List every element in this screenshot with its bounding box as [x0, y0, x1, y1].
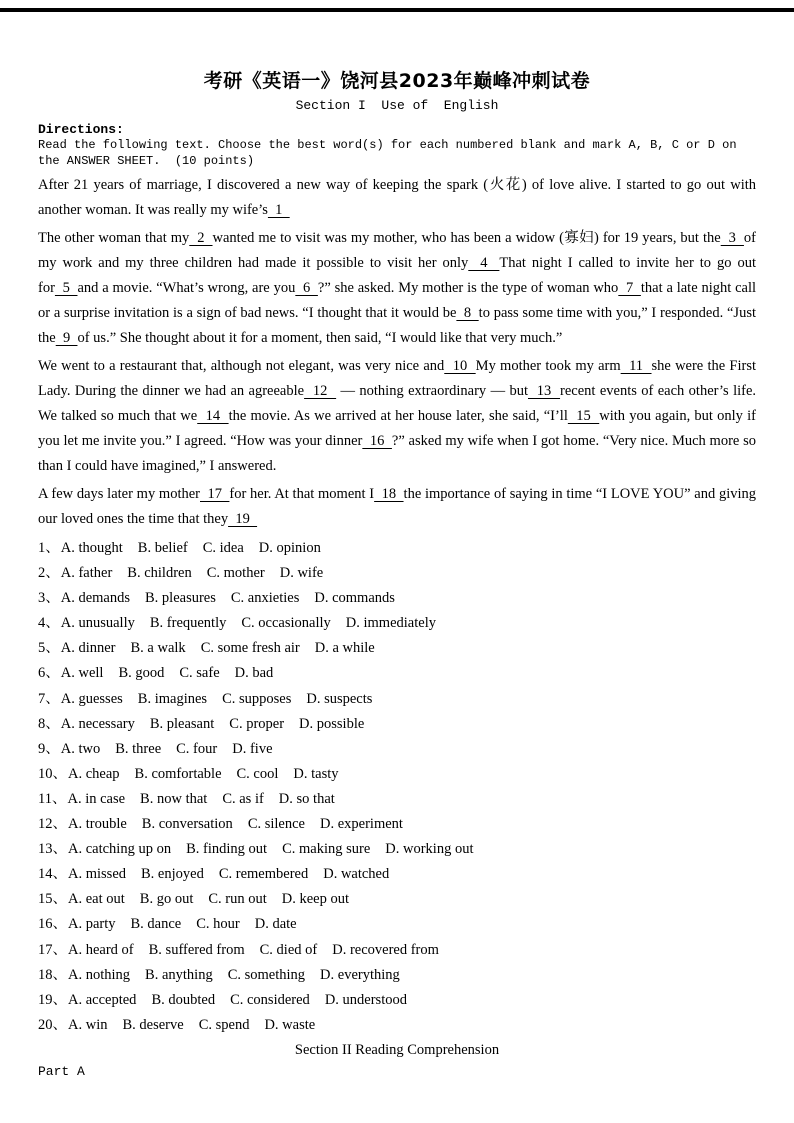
question-number: 20、 [38, 1016, 67, 1033]
question-number: 11、 [38, 790, 67, 807]
question-number: 10、 [38, 765, 67, 782]
question-option: B. pleasant [149, 715, 215, 732]
question-option: D. working out [385, 841, 474, 858]
part-a-label: Part A [38, 1063, 85, 1079]
question-row [38, 988, 756, 1013]
question-option: A. catching up on [68, 841, 172, 858]
blank-3: 3 [720, 230, 744, 246]
question-option: D. opinion [258, 540, 321, 556]
question-option: D. five [232, 740, 273, 757]
question-number: 3、 [38, 590, 60, 607]
question-option: A. well [60, 665, 104, 682]
question-option: C. died of [259, 941, 318, 958]
question-row [38, 963, 756, 988]
question-number: 8、 [38, 715, 60, 732]
question-option: C. spend [198, 1016, 250, 1033]
question-option: B. suffered from [148, 941, 245, 958]
question-option: C. occasionally [241, 615, 331, 632]
question-option: C. run out [208, 891, 267, 908]
question-option: B. children [127, 565, 192, 582]
question-number: 5、 [38, 640, 60, 657]
question-row [38, 737, 756, 762]
question-option: A. eat out [68, 891, 125, 908]
blank-17: 17 [200, 486, 230, 502]
question-option: A. two [60, 740, 101, 757]
question-row [38, 762, 756, 787]
passage-paragraph: After 21 years of marriage, I discovered a new way of keeping the spark (火花) of love alive. I started to go out with another woman. It was really my wife’s 1 [38, 177, 756, 218]
blank-1: 1 [267, 202, 290, 218]
blank-8: 8 [456, 305, 479, 321]
blank-2: 2 [189, 230, 213, 246]
question-option: B. belief [137, 540, 188, 556]
question-option: A. accepted [68, 991, 137, 1008]
question-number: 13、 [38, 841, 67, 858]
question-option: C. four [176, 740, 218, 757]
question-row [38, 1013, 756, 1038]
blank-14: 14 [197, 408, 229, 424]
page-title: 考研《英语一》饶河县2023年巅峰冲刺试卷 [203, 70, 591, 92]
question-option: C. remembered [218, 866, 309, 883]
question-option: B. comfortable [134, 765, 222, 782]
question-number: 12、 [38, 816, 67, 833]
question-option: A. heard of [68, 941, 134, 958]
question-row [38, 611, 756, 636]
question-option: A. dinner [60, 640, 116, 657]
question-option: D. wife [279, 565, 324, 582]
question-option: B. conversation [141, 816, 233, 833]
question-row [38, 837, 756, 862]
question-number: 4、 [38, 615, 60, 632]
question-number: 7、 [38, 690, 60, 707]
blank-6: 6 [295, 280, 318, 296]
question-option: D. so that [278, 790, 335, 807]
section2-heading: Section II Reading Comprehension [294, 1041, 500, 1058]
question-row [38, 862, 756, 887]
question-row [38, 912, 756, 937]
question-option: B. good [118, 665, 165, 682]
question-option: C. supposes [222, 690, 292, 707]
question-option: D. understood [324, 991, 407, 1008]
question-option: C. some fresh air [200, 640, 300, 657]
question-number: 15、 [38, 891, 67, 908]
question-option: A. demands [60, 590, 131, 607]
question-number: 17、 [38, 941, 67, 958]
question-row [38, 887, 756, 912]
question-row [38, 712, 756, 737]
question-option: B. frequently [149, 615, 227, 632]
question-option: B. doubted [151, 991, 216, 1008]
question-option: B. go out [139, 891, 194, 908]
question-option: A. trouble [68, 816, 127, 833]
question-option: A. guesses [60, 690, 123, 707]
question-option: C. mother [206, 565, 265, 582]
question-option: D. waste [264, 1016, 316, 1033]
question-number: 19、 [38, 991, 67, 1008]
question-option: C. proper [229, 715, 285, 732]
question-option: A. cheap [68, 765, 120, 782]
question-option: C. as if [222, 790, 264, 807]
passage-paragraph: The other woman that my 2 wanted me to visit was my mother, who has been a widow (寡妇) for 19 years, but the 3 of my work and my three children had made it possible to visit her only 4 That night I called to invite her to go out for 5 and a movie. “What’s wrong, are you 6 ?” she asked. My mother is the type of woman who 7 that a late night call or a surprise invitation is a sign of bad news. “I thought that it would be 8 to pass some time with you,” I responded. “Just the 9 of us.” She thought about it for a moment, then said, “I would like that very much.” [38, 230, 757, 346]
question-option: C. considered [230, 991, 310, 1008]
blank-19: 19 [228, 511, 258, 527]
question-option: B. enjoyed [141, 866, 204, 883]
question-row [38, 938, 756, 963]
question-option: B. pleasures [145, 590, 216, 607]
question-option: D. commands [314, 590, 395, 607]
blank-11: 11 [620, 358, 652, 374]
question-row [38, 661, 756, 686]
question-option: B. finding out [186, 841, 268, 858]
question-row [38, 536, 756, 561]
blank-10: 10 [444, 358, 476, 374]
question-option: D. experiment [320, 816, 403, 833]
question-row [38, 636, 756, 661]
question-option: A. father [60, 565, 113, 582]
question-number: 9、 [38, 740, 60, 757]
question-option: C. something [227, 966, 306, 983]
question-option: C. hour [196, 916, 240, 933]
question-option: D. suspects [306, 690, 373, 707]
question-option: A. unusually [60, 615, 135, 632]
question-option: D. everything [320, 966, 400, 983]
directions-label: Directions: [38, 122, 124, 137]
section1-heading: Section I Use of English [295, 98, 499, 113]
directions-text: Read the following text. Choose the best word(s) for each numbered blank and mark A, B, C or D on the ANSWER SHEET. (10 points) [38, 138, 744, 168]
blank-5: 5 [54, 280, 78, 296]
question-option: B. dance [130, 916, 182, 933]
question-option: B. a walk [130, 640, 186, 657]
passage-paragraph: We went to a restaurant that, although not elegant, was very nice and 10 My mother took my arm 11 she were the First Lady. During the dinner we had an agreeable 12 — nothing extraordinary — but 13 recent events of each other’s life. We talked so much that we 14 the movie. As we arrived at her house later, she said, “I’ll 15 with you again, but only if you let me invite you.” I agreed. “How was your dinner 16 ?” asked my wife when I got home. “Very nice. Much more so than I could have imagined,” I answered. [38, 358, 757, 474]
question-number: 2、 [38, 565, 60, 582]
blank-4: 4 [468, 255, 500, 271]
question-option: C. making sure [282, 841, 371, 858]
question-option: D. a while [314, 640, 375, 657]
blank-16: 16 [362, 433, 392, 449]
question-option: B. three [115, 740, 162, 757]
question-option: C. cool [236, 765, 279, 782]
question-option: C. idea [202, 540, 244, 556]
question-list [38, 536, 756, 1038]
question-option: B. imagines [137, 690, 208, 707]
blank-15: 15 [567, 408, 600, 424]
question-option: C. silence [247, 816, 305, 833]
question-row [38, 787, 756, 812]
question-option: D. recovered from [332, 941, 439, 958]
question-option: A. thought [60, 540, 123, 556]
question-number: 16、 [38, 916, 67, 933]
question-option: A. win [68, 1016, 108, 1033]
blank-18: 18 [374, 486, 404, 502]
question-number: 1、 [38, 540, 60, 556]
question-option: B. anything [145, 966, 213, 983]
question-option: D. keep out [281, 891, 350, 908]
question-option: D. possible [299, 715, 365, 732]
question-option: D. immediately [345, 615, 436, 632]
blank-13: 13 [528, 383, 561, 399]
passage [38, 173, 756, 532]
question-option: D. watched [323, 866, 390, 883]
question-row [38, 561, 756, 586]
question-row [38, 687, 756, 712]
question-number: 6、 [38, 665, 60, 682]
question-option: A. necessary [60, 715, 135, 732]
question-option: A. party [68, 916, 116, 933]
question-option: C. anxieties [230, 590, 300, 607]
question-option: A. in case [67, 790, 126, 807]
question-option: D. tasty [293, 765, 339, 782]
blank-12: 12 [304, 383, 337, 399]
question-row [38, 586, 756, 611]
question-option: A. nothing [68, 966, 131, 983]
question-number: 14、 [38, 866, 67, 883]
question-option: C. safe [179, 665, 220, 682]
blank-7: 7 [618, 280, 641, 296]
question-option: B. deserve [122, 1016, 184, 1033]
question-number: 18、 [38, 966, 67, 983]
question-option: B. now that [140, 790, 208, 807]
passage-paragraph: A few days later my mother 17 for her. At that moment I 18 the importance of saying in time “I LOVE YOU” and giving our loved ones the time that they 19 [38, 486, 756, 527]
question-option: A. missed [68, 866, 126, 883]
question-row [38, 812, 756, 837]
question-option: D. date [254, 916, 297, 933]
blank-9: 9 [55, 330, 78, 346]
question-option: D. bad [234, 665, 274, 682]
top-border-rule [0, 8, 794, 12]
